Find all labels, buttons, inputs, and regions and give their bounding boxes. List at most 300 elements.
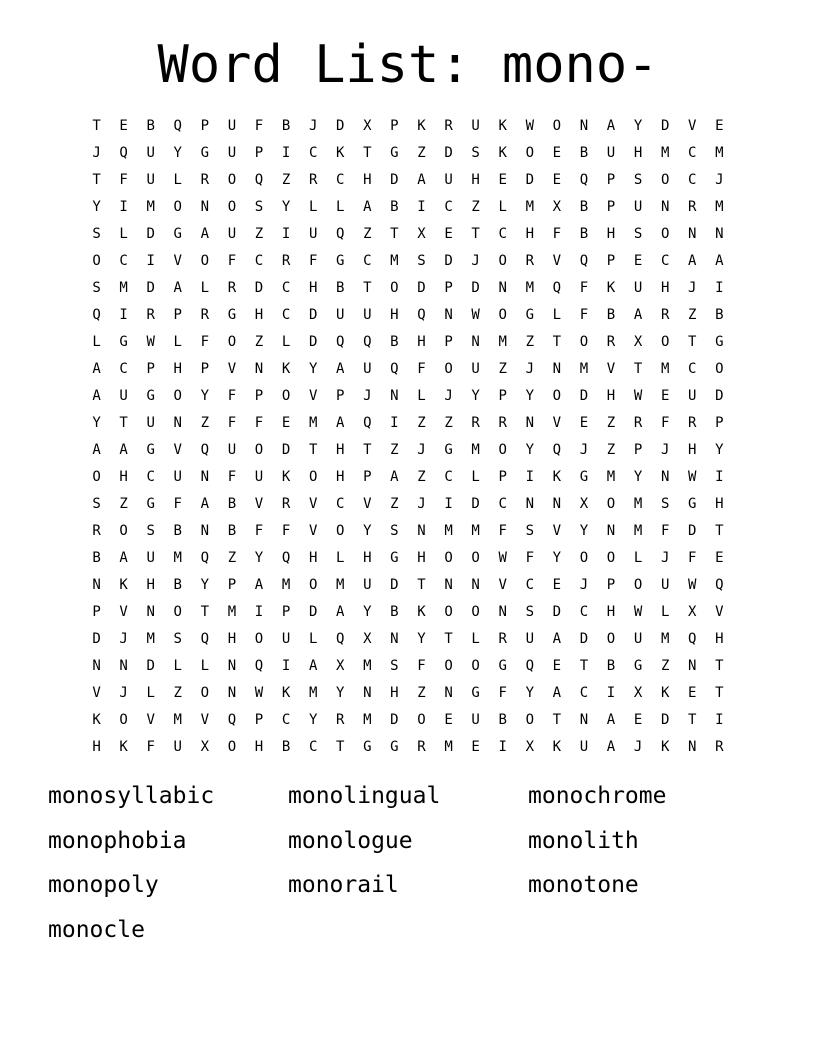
grid-letter: M (281, 577, 291, 593)
grid-letter: I (498, 739, 507, 755)
grid-letter: T (715, 685, 724, 701)
grid-letter: B (390, 199, 399, 215)
grid-letter: F (254, 523, 264, 539)
grid-letter: S (254, 199, 264, 215)
grid-letter: U (146, 415, 155, 431)
grid-letter: E (715, 550, 724, 566)
grid-letter: E (498, 172, 507, 188)
grid-letter: S (417, 253, 426, 269)
grid-letter: F (227, 469, 237, 485)
grid-letter: M (444, 523, 453, 539)
grid-letter: U (444, 172, 453, 188)
grid-letter: Y (281, 199, 291, 215)
grid-letter: L (173, 334, 182, 350)
grid-letter: T (688, 712, 697, 728)
grid-letter: N (471, 334, 480, 350)
grid-letter: C (281, 280, 291, 296)
grid-letter: P (498, 388, 507, 404)
grid-letter: R (227, 280, 237, 296)
grid-letter: O (200, 253, 210, 269)
grid-letter: C (525, 577, 534, 593)
grid-letter: Z (119, 496, 128, 512)
grid-letter: A (363, 199, 372, 215)
grid-letter: M (444, 739, 453, 755)
grid-letter: F (254, 415, 264, 431)
grid-letter: T (390, 226, 399, 242)
grid-letter: E (552, 577, 562, 593)
grid-letter: G (715, 334, 724, 350)
grid-letter: M (227, 604, 237, 620)
grid-letter: K (552, 469, 562, 485)
grid-letter: Z (281, 172, 291, 188)
grid-letter: O (444, 550, 453, 566)
grid-letter: O (606, 496, 616, 512)
grid-letter: M (390, 253, 399, 269)
grid-letter: F (227, 415, 237, 431)
grid-letter: M (633, 523, 643, 539)
grid-letter: Q (525, 658, 534, 674)
grid-letter: M (119, 280, 128, 296)
grid-letter: H (227, 631, 237, 647)
grid-letter: Y (254, 550, 264, 566)
grid-letter: M (660, 631, 670, 647)
grid-letter: Y (579, 523, 589, 539)
grid-letter: O (227, 199, 237, 215)
grid-letter: L (471, 469, 480, 485)
grid-letter: N (200, 469, 210, 485)
grid-letter: F (525, 550, 534, 566)
grid-letter: O (308, 469, 318, 485)
grid-letter: C (498, 226, 507, 242)
grid-letter: N (200, 199, 210, 215)
grid-letter: G (444, 442, 453, 458)
grid-letter: M (715, 199, 724, 215)
grid-letter: T (92, 172, 101, 188)
grid-letter: I (715, 712, 724, 728)
grid-letter: D (390, 712, 399, 728)
grid-letter: P (254, 388, 264, 404)
grid-letter: M (173, 712, 182, 728)
grid-letter: L (200, 280, 210, 296)
word-list-item: monolingual (288, 783, 441, 809)
grid-letter: J (417, 442, 426, 458)
grid-letter: V (146, 712, 155, 728)
grid-letter: R (146, 307, 155, 323)
grid-letter: R (633, 415, 643, 431)
grid-row (83, 329, 733, 356)
grid-letter: Y (363, 604, 372, 620)
grid-letter: D (688, 523, 697, 539)
grid-letter: V (173, 253, 182, 269)
grid-letter: O (200, 685, 210, 701)
grid-letter: H (254, 307, 264, 323)
grid-letter: V (254, 496, 264, 512)
word-list-item: monocle (48, 916, 145, 943)
grid-row (83, 194, 733, 221)
grid-letter: N (579, 118, 589, 134)
grid-letter: I (119, 307, 128, 323)
grid-letter: V (173, 442, 182, 458)
grid-letter: A (254, 577, 264, 593)
grid-letter: H (688, 442, 697, 458)
grid-letter: G (390, 739, 399, 755)
grid-letter: A (119, 442, 128, 458)
grid-letter: N (119, 658, 128, 674)
grid-letter: B (390, 334, 399, 350)
grid-letter: B (606, 658, 616, 674)
grid-letter: Y (308, 361, 318, 377)
grid-letter: U (227, 118, 237, 134)
grid-letter: N (660, 199, 670, 215)
grid-letter: P (146, 361, 155, 377)
grid-letter: A (417, 172, 426, 188)
grid-letter: U (688, 388, 697, 404)
grid-row (83, 113, 733, 140)
grid-letter: O (579, 550, 589, 566)
grid-letter: K (606, 280, 616, 296)
grid-letter: Y (417, 631, 426, 647)
grid-letter: D (308, 604, 318, 620)
grid-letter: M (308, 415, 318, 431)
grid-letter: Q (363, 415, 372, 431)
grid-letter: Q (281, 550, 291, 566)
grid-letter: M (525, 280, 534, 296)
grid-letter: N (227, 685, 237, 701)
grid-letter: C (146, 469, 155, 485)
grid-letter: B (579, 145, 589, 161)
grid-letter: Z (660, 658, 670, 674)
grid-letter: F (119, 172, 128, 188)
grid-letter: C (281, 712, 291, 728)
grid-letter: Z (688, 307, 697, 323)
grid-row (83, 410, 733, 437)
grid-letter: I (444, 496, 453, 512)
grid-letter: O (119, 523, 128, 539)
grid-letter: L (336, 199, 345, 215)
grid-letter: Z (525, 334, 534, 350)
page-title: Word List: mono- (157, 35, 659, 95)
grid-letter: Z (417, 145, 426, 161)
grid-letter: D (146, 226, 155, 242)
grid-letter: A (606, 739, 616, 755)
grid-letter: U (633, 199, 643, 215)
grid-letter: S (92, 226, 101, 242)
grid-letter: R (498, 415, 507, 431)
grid-letter: T (92, 118, 101, 134)
grid-letter: Z (471, 199, 480, 215)
grid-letter: R (281, 496, 291, 512)
grid-letter: Q (579, 253, 589, 269)
grid-letter: B (146, 118, 155, 134)
grid-letter: U (173, 469, 182, 485)
grid-letter: Q (200, 550, 210, 566)
grid-letter: Q (227, 712, 237, 728)
word-list-item: monolith (528, 827, 639, 854)
grid-letter: P (363, 469, 372, 485)
grid-letter: Y (552, 550, 562, 566)
grid-letter: Y (363, 523, 372, 539)
grid-letter: N (92, 577, 101, 593)
grid-letter: U (146, 550, 155, 566)
grid-letter: O (633, 577, 643, 593)
grid-letter: Z (173, 685, 182, 701)
grid-letter: L (173, 172, 182, 188)
grid-letter: S (471, 145, 480, 161)
grid-letter: P (633, 442, 643, 458)
grid-letter: R (200, 172, 210, 188)
grid-letter: T (444, 631, 453, 647)
grid-letter: P (606, 253, 616, 269)
grid-letter: B (579, 199, 589, 215)
grid-letter: N (444, 685, 453, 701)
word-list-item: monotone (528, 872, 639, 898)
grid-letter: K (417, 604, 426, 620)
grid-letter: O (579, 334, 589, 350)
grid-letter: Y (336, 685, 345, 701)
grid-letter: N (525, 496, 534, 512)
grid-letter: S (92, 280, 101, 296)
grid-letter: P (606, 172, 616, 188)
grid-letter: Q (390, 361, 399, 377)
grid-letter: K (498, 118, 507, 134)
grid-letter: D (308, 334, 318, 350)
grid-letter: P (227, 577, 237, 593)
grid-letter: H (119, 469, 128, 485)
grid-letter: J (579, 442, 589, 458)
grid-letter: D (471, 280, 480, 296)
grid-letter: X (552, 199, 562, 215)
grid-letter: C (688, 145, 697, 161)
grid-row (83, 356, 733, 383)
grid-row (83, 626, 733, 653)
grid-letter: V (552, 253, 562, 269)
grid-letter: N (390, 631, 399, 647)
grid-letter: I (525, 469, 534, 485)
grid-letter: D (579, 388, 589, 404)
grid-letter: T (552, 334, 562, 350)
grid-letter: M (715, 145, 724, 161)
grid-letter: O (444, 658, 453, 674)
grid-letter: I (146, 253, 155, 269)
grid-letter: Q (579, 172, 589, 188)
grid-letter: X (200, 739, 210, 755)
grid-letter: L (308, 199, 318, 215)
grid-letter: N (688, 658, 697, 674)
grid-letter: F (281, 523, 291, 539)
grid-letter: Y (200, 388, 210, 404)
grid-letter: K (552, 739, 562, 755)
grid-letter: Z (606, 442, 616, 458)
grid-letter: D (444, 145, 453, 161)
grid-letter: U (254, 469, 264, 485)
grid-letter: V (552, 415, 562, 431)
grid-letter: H (606, 388, 616, 404)
grid-letter: F (660, 523, 670, 539)
grid-letter: A (200, 226, 210, 242)
grid-letter: W (146, 334, 155, 350)
grid-row (83, 302, 733, 329)
grid-row (83, 248, 733, 275)
grid-letter: M (146, 199, 155, 215)
grid-letter: T (363, 442, 372, 458)
grid-letter: C (579, 604, 589, 620)
grid-letter: C (444, 199, 453, 215)
grid-letter: U (119, 388, 128, 404)
grid-letter: H (417, 334, 426, 350)
grid-letter: N (200, 523, 210, 539)
grid-letter: O (92, 253, 101, 269)
grid-letter: P (173, 307, 182, 323)
grid-letter: L (660, 604, 670, 620)
grid-letter: S (633, 172, 643, 188)
grid-letter: J (688, 280, 697, 296)
grid-letter: O (471, 550, 480, 566)
grid-letter: W (471, 307, 480, 323)
grid-letter: Q (336, 334, 345, 350)
grid-letter: E (444, 226, 453, 242)
grid-letter: O (227, 739, 237, 755)
grid-letter: O (336, 523, 345, 539)
grid-letter: N (227, 658, 237, 674)
grid-letter: C (579, 685, 589, 701)
grid-letter: R (688, 199, 697, 215)
grid-letter: J (715, 172, 724, 188)
grid-letter: N (417, 523, 426, 539)
grid-letter: H (471, 172, 480, 188)
grid-letter: H (660, 280, 670, 296)
grid-letter: V (308, 388, 318, 404)
grid-letter: H (92, 739, 101, 755)
grid-letter: Q (254, 172, 264, 188)
grid-letter: S (146, 523, 155, 539)
grid-letter: Y (92, 415, 101, 431)
grid-letter: U (525, 631, 534, 647)
grid-letter: X (688, 604, 697, 620)
grid-letter: W (688, 577, 697, 593)
grid-letter: J (308, 118, 318, 134)
grid-letter: D (146, 280, 155, 296)
grid-letter: F (173, 496, 182, 512)
grid-letter: P (715, 415, 724, 431)
grid-letter: W (688, 469, 697, 485)
grid-letter: R (688, 415, 697, 431)
grid-letter: Z (417, 685, 426, 701)
grid-letter: H (363, 550, 372, 566)
grid-letter: A (119, 550, 128, 566)
grid-letter: P (606, 199, 616, 215)
grid-letter: P (200, 361, 210, 377)
grid-letter: F (146, 739, 155, 755)
grid-letter: I (390, 415, 399, 431)
grid-letter: U (227, 442, 237, 458)
grid-letter: R (606, 334, 616, 350)
grid-letter: G (498, 658, 507, 674)
grid-letter: U (173, 739, 182, 755)
grid-letter: Y (633, 469, 643, 485)
grid-letter: A (552, 631, 562, 647)
grid-letter: G (525, 307, 534, 323)
grid-letter: O (92, 469, 101, 485)
grid-letter: C (308, 145, 318, 161)
grid-letter: U (281, 631, 291, 647)
grid-letter: J (660, 442, 670, 458)
grid-letter: S (633, 226, 643, 242)
grid-letter: V (119, 604, 128, 620)
grid-letter: H (308, 550, 318, 566)
grid-letter: V (308, 523, 318, 539)
grid-letter: M (308, 685, 318, 701)
grid-letter: M (471, 523, 480, 539)
grid-letter: R (715, 739, 724, 755)
grid-letter: N (660, 469, 670, 485)
grid-letter: T (579, 658, 589, 674)
grid-letter: P (444, 334, 453, 350)
word-list-item: monophobia (48, 827, 187, 854)
grid-letter: M (633, 496, 643, 512)
grid-letter: P (92, 604, 101, 620)
grid-letter: H (173, 361, 182, 377)
grid-letter: U (579, 739, 589, 755)
grid-letter: C (688, 361, 697, 377)
grid-letter: R (417, 739, 426, 755)
grid-letter: F (227, 388, 237, 404)
grid-letter: C (281, 307, 291, 323)
grid-letter: G (390, 550, 399, 566)
grid-letter: S (525, 604, 534, 620)
grid-letter: R (281, 253, 291, 269)
grid-letter: E (552, 658, 562, 674)
grid-letter: N (444, 307, 453, 323)
grid-letter: B (606, 307, 616, 323)
grid-letter: F (308, 253, 318, 269)
grid-letter: D (579, 631, 589, 647)
grid-letter: I (606, 685, 616, 701)
grid-letter: G (579, 469, 589, 485)
grid-letter: O (552, 388, 562, 404)
grid-row (83, 140, 733, 167)
grid-letter: O (119, 712, 128, 728)
grid-letter: N (715, 226, 724, 242)
grid-letter: Z (498, 361, 507, 377)
grid-letter: Q (119, 145, 128, 161)
grid-letter: H (390, 307, 399, 323)
grid-letter: T (552, 712, 562, 728)
grid-letter: C (119, 361, 128, 377)
grid-letter: U (660, 577, 670, 593)
grid-letter: N (579, 712, 589, 728)
grid-letter: E (633, 253, 643, 269)
grid-letter: L (119, 226, 128, 242)
grid-letter: M (525, 199, 534, 215)
word-list-item: monosyllabic (48, 783, 215, 809)
grid-letter: P (281, 604, 291, 620)
grid-letter: Q (200, 631, 210, 647)
grid-letter: Q (688, 631, 697, 647)
grid-letter: V (606, 361, 616, 377)
grid-letter: Q (173, 118, 182, 134)
grid-letter: H (606, 226, 616, 242)
grid-letter: Y (308, 712, 318, 728)
grid-letter: M (606, 469, 616, 485)
grid-letter: N (552, 361, 562, 377)
grid-letter: J (579, 577, 589, 593)
grid-letter: U (363, 577, 372, 593)
grid-letter: N (498, 280, 507, 296)
grid-letter: O (606, 550, 616, 566)
grid-letter: A (200, 496, 210, 512)
grid-letter: U (363, 361, 372, 377)
grid-letter: Y (525, 388, 534, 404)
